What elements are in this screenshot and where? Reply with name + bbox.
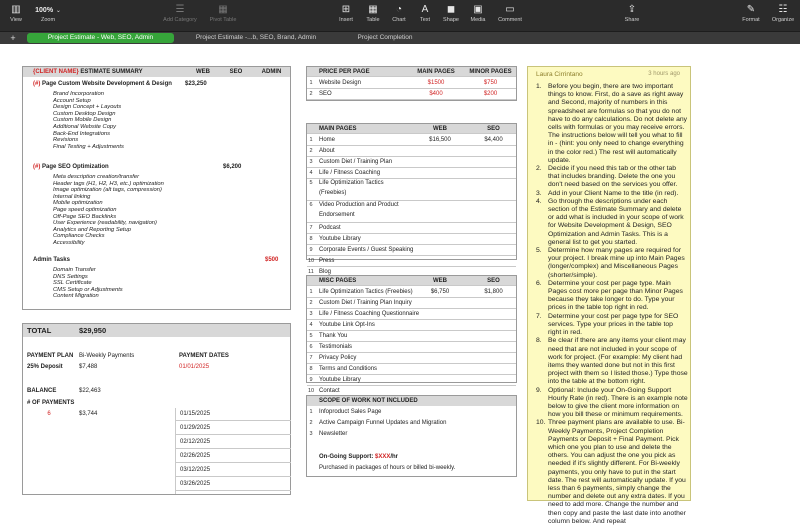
- payment-date: 02/12/2025: [180, 439, 211, 445]
- row-number: 8: [309, 236, 313, 242]
- summary-item: Header tags (H1, H2, H3, etc.) optimization: [53, 180, 164, 187]
- media-icon: ▣: [473, 4, 483, 15]
- row-number: 8: [309, 366, 313, 372]
- seo-cost: [467, 375, 518, 385]
- payment-date-row: [176, 450, 291, 463]
- instruction-item: 7. Determine your cost per page type for SEO services. Type your prices in the table top right in red.: [536, 312, 679, 337]
- row-label: SEO: [319, 91, 332, 97]
- zoom-value: 100%: [35, 7, 54, 14]
- instruction-number: 3.: [536, 189, 542, 197]
- table-row[interactable]: [307, 234, 516, 245]
- scope-item: Newsletter: [319, 431, 348, 437]
- seo-cost: [467, 331, 518, 341]
- table-row[interactable]: [307, 179, 516, 201]
- summary-item: Brand Incorporation: [53, 91, 104, 97]
- comment-author: Laura Cirrintano: [536, 71, 583, 78]
- row-number: 7: [309, 355, 313, 361]
- payment-date: 03/12/2025: [180, 467, 211, 473]
- row-number: 2: [309, 300, 313, 306]
- ongoing-rate: $XXX: [375, 454, 391, 460]
- row-number: 11: [308, 269, 314, 275]
- summary-item: Content Migration: [53, 293, 99, 300]
- instruction-number: 1.: [536, 83, 542, 90]
- summary-item: Additional Website Copy: [53, 123, 117, 130]
- tab-project-estimate-web-seo-admin[interactable]: Project Estimate - Web, SEO, Admin: [27, 33, 174, 43]
- summary-item: Final Testing + Adjustments: [53, 143, 124, 150]
- summary-item: Compliance Checks: [53, 233, 105, 240]
- seo-cost: [467, 157, 518, 167]
- table-row[interactable]: [307, 364, 516, 375]
- summary-item: DNS Settings: [53, 273, 88, 280]
- scope-not-included-table[interactable]: [306, 395, 517, 477]
- seo-cost: [467, 201, 518, 222]
- table-icon: ▦: [368, 4, 378, 15]
- instruction-number: 5.: [536, 247, 542, 255]
- seo-cost: [467, 223, 518, 233]
- row-number: 2: [309, 91, 313, 97]
- instruction-item: 1. Before you begin, there are two important things to know. First, do a save as right away and Second, majority of numbers in this spreadsheet are formulas so that you do not have to do any calculations. Do not delete any cells with formulas or you may receive errors. The instructions below will tell you what to fill in - (hint: you only need to change everything in the color red.) The rest will automatically update.: [536, 83, 688, 164]
- comment-instructions-list: [536, 83, 688, 526]
- seo-cost: [467, 179, 518, 200]
- table-row[interactable]: [307, 256, 516, 267]
- sheet-tab-bar: [0, 31, 800, 44]
- row-number: 1: [309, 409, 313, 415]
- row-number: 10: [307, 388, 315, 394]
- chart-icon: ◔: [395, 4, 403, 15]
- scope-header-row: SCOPE OF WORK NOT INCLUDED: [307, 396, 516, 406]
- page-name: Podcast: [319, 225, 341, 231]
- web-cost: [411, 245, 467, 255]
- instruction-number: 6.: [536, 279, 542, 287]
- comment-icon: ▭: [505, 4, 515, 15]
- main-pages-table[interactable]: [306, 123, 517, 275]
- price-per-page-table[interactable]: [306, 66, 517, 101]
- web-cost: $6,750: [430, 289, 450, 295]
- seo-cost: [467, 320, 518, 330]
- seo-line: (#) Page SEO Optimization $6,200: [23, 163, 290, 172]
- page-name: Testimonials: [319, 344, 353, 350]
- page-name: Home: [319, 137, 336, 143]
- web-cost: [411, 234, 467, 244]
- num-payments-label-row: # OF PAYMENTS: [27, 400, 75, 406]
- row-number: 5: [309, 180, 313, 186]
- table-row[interactable]: [307, 309, 516, 320]
- row-number: 6: [309, 202, 313, 208]
- total-value: $29,950: [79, 326, 107, 335]
- seo-cost: [467, 309, 518, 319]
- minor-price: $750: [483, 80, 498, 86]
- table-row[interactable]: [307, 353, 516, 364]
- row-number: 9: [309, 377, 313, 383]
- instruction-number: 4.: [536, 197, 542, 205]
- tab-project-estimate-brand[interactable]: Project Estimate -...b, SEO, Brand, Admin: [195, 34, 317, 41]
- web-cost: [411, 201, 467, 222]
- col-admin-header: ADMIN: [261, 69, 282, 75]
- row-number: 9: [309, 247, 313, 253]
- web-line: (#) Page Custom Website Development & Design $23,250: [23, 80, 290, 89]
- seo-items-list: [53, 174, 183, 247]
- installment-value: $3,744: [79, 411, 98, 417]
- web-cost: [411, 168, 467, 178]
- organize-icon: ☷: [778, 4, 788, 15]
- page-name: Corporate Events / Guest Speaking: [319, 247, 414, 253]
- page-name: Youtube Link Opt-Ins: [319, 322, 375, 328]
- seo-cost: [467, 342, 518, 352]
- table-row[interactable]: [307, 135, 516, 146]
- main-price: $1500: [427, 80, 445, 86]
- shape-icon: ◼: [446, 4, 456, 15]
- page-name: Privacy Policy: [319, 355, 357, 361]
- share-button[interactable]: ⇪ Share: [620, 3, 644, 23]
- payment-date-row: [176, 464, 291, 477]
- page-name: Custom Diet / Training Plan Inquiry: [319, 300, 412, 306]
- row-number: 7: [309, 225, 313, 231]
- summary-item: Custom Desktop Design: [53, 110, 116, 117]
- seo-cost: [467, 256, 518, 266]
- page-name: Custom Diet / Training Plan: [319, 159, 393, 165]
- table-row[interactable]: [307, 287, 516, 298]
- table-row[interactable]: [307, 157, 516, 168]
- main-price: $400: [429, 91, 443, 97]
- misc-pages-header-row: MISC PAGES WEB SEO: [307, 276, 516, 286]
- num-payments-value: 6: [47, 411, 51, 417]
- table-row[interactable]: [307, 78, 516, 89]
- row-number: 4: [309, 170, 313, 176]
- summary-item: Domain Transfer: [53, 267, 96, 273]
- page-name: Youtube Library: [319, 236, 361, 242]
- web-cost: [411, 320, 467, 330]
- row-label: Website Design: [319, 80, 361, 86]
- insert-icon: ⊞: [341, 4, 351, 15]
- web-cost: [411, 309, 467, 319]
- table-row[interactable]: [307, 201, 516, 223]
- page-name: Press: [319, 258, 335, 264]
- col-web-header: WEB: [196, 69, 210, 75]
- comment-button[interactable]: ▭ Comment: [494, 3, 526, 23]
- web-cost: [411, 179, 467, 200]
- payment-date-row: [176, 478, 291, 491]
- seo-cost: $1,800: [484, 289, 503, 295]
- summary-title: {CLIENT NAME} ESTIMATE SUMMARY: [33, 69, 143, 75]
- summary-item: Accessibility: [53, 239, 85, 246]
- summary-item: Account Setup: [53, 97, 91, 104]
- col-seo-header: SEO: [229, 69, 243, 75]
- admin-line: Admin Tasks $500: [23, 256, 290, 265]
- instruction-number: 10.: [536, 419, 546, 427]
- summary-item: Revisions: [53, 137, 79, 144]
- page-name: Thank You: [319, 333, 348, 339]
- instruction-item: 4. Go through the descriptions under each section of the Estimate Summary and delete or add what is included in your scope of work for Website Development & Design, SEO Optimization and Admin Tasks. This is a general list to get you started.: [536, 197, 684, 246]
- instruction-number: 9.: [536, 386, 542, 394]
- deposit-date: 01/01/2025: [179, 364, 210, 370]
- seo-cost: [467, 353, 518, 363]
- web-cost: [411, 256, 467, 266]
- payment-plan-row: PAYMENT PLAN Bi-Weekly Payments PAYMENT DATES: [27, 353, 229, 359]
- web-cost: [411, 331, 467, 341]
- instruction-item: 3. Add in your Client Name to the title (in red).: [536, 189, 679, 197]
- table-row[interactable]: [307, 429, 516, 440]
- web-cost: $16,500: [429, 137, 451, 143]
- misc-pages-table[interactable]: [306, 275, 517, 394]
- instruction-item: 10. Three payment plans are available to use. Bi-Weekly Payments, Project Completion Payments or Deposit + Final Payment. Pick which one you plan to use and delete the others. You can adjust the one you pick as needed if it's slightly different. For Bi-weekly payments, you only have to put in the start date. The rest will automatically update. If you less than 6 payments, simply change the number and delete out any extra dates. If you need to add more. Change the number and then copy and paste the last date into another column below. And repeat: [536, 419, 686, 525]
- table-row[interactable]: [307, 146, 516, 157]
- estimate-summary-table[interactable]: [22, 66, 291, 310]
- table-row[interactable]: [307, 407, 516, 418]
- payment-date: 02/26/2025: [180, 453, 211, 459]
- seo-cost: [467, 298, 518, 308]
- table-button[interactable]: ▦ Table: [362, 3, 384, 23]
- organize-button[interactable]: ☷ Organize: [768, 3, 798, 23]
- seo-cost: [467, 146, 518, 156]
- payment-date-row: [176, 408, 291, 421]
- page-name: Life / Fitness Coaching: [319, 170, 381, 176]
- admin-value: $500: [265, 257, 279, 263]
- summary-header-row: [23, 67, 290, 77]
- total-row: [23, 324, 290, 337]
- table-row[interactable]: [307, 320, 516, 331]
- toolbar: [0, 0, 800, 31]
- row-number: 3: [309, 311, 313, 317]
- seo-cost: [467, 168, 518, 178]
- media-button[interactable]: ▣ Media: [467, 3, 489, 23]
- summary-item: Custom Mobile Design: [53, 117, 112, 124]
- tab-project-completion[interactable]: Project Completion: [357, 34, 413, 41]
- chevron-down-icon: ⌄: [55, 8, 61, 14]
- web-value: $23,250: [185, 81, 207, 87]
- payment-date: 01/29/2025: [180, 425, 211, 431]
- payment-date: 01/15/2025: [180, 411, 211, 417]
- sheet-canvas: [0, 44, 800, 525]
- balance-value: $22,463: [79, 388, 101, 394]
- row-number: 2: [309, 420, 313, 426]
- instruction-item: 6. Determine your cost per page type. Main Pages cost more per page than Minor Pages because they take longer to do. Type your prices in the table top right in red.: [536, 279, 683, 312]
- table-row[interactable]: [307, 375, 516, 386]
- ongoing-note-row: Purchased in packages of hours or billed bi-weekly.: [319, 465, 456, 471]
- ongoing-support-row: On-Going Support: $XXX/hr: [319, 454, 399, 460]
- summary-item: Internal linking: [53, 193, 91, 200]
- row-number: 1: [309, 137, 313, 143]
- table-row[interactable]: [307, 298, 516, 309]
- table-row[interactable]: [307, 168, 516, 179]
- summary-item: Design Concept + Layouts: [53, 104, 122, 111]
- format-button[interactable]: ✎ Format: [739, 3, 763, 23]
- scope-item: Infoproduct Sales Page: [319, 409, 382, 415]
- row-number: 6: [309, 344, 313, 350]
- chart-button[interactable]: ◔ Chart: [388, 3, 410, 23]
- add-category-icon: ☰: [175, 4, 185, 15]
- row-number: 5: [309, 333, 313, 339]
- row-number: 1: [309, 289, 313, 295]
- summary-item: Mobile optimization: [53, 200, 103, 207]
- seo-cost: [467, 234, 518, 244]
- web-cost: [411, 364, 467, 374]
- summary-item: Back-End Integrations: [53, 130, 111, 137]
- payment-date-row: [176, 422, 291, 435]
- scope-item: Active Campaign Funnel Updates and Migration: [319, 420, 447, 426]
- page-name: Life Optimization Tactics (Freebies): [319, 180, 384, 196]
- instruction-item: 9. Optional: Include your On-Going Support Hourly Rate (in red). There is an example note below to give the client more information on how you bill these or minimum requirements.: [536, 386, 688, 419]
- payment-plan-value: Bi-Weekly Payments: [79, 353, 135, 359]
- table-row[interactable]: [307, 89, 516, 100]
- instruction-number: 7.: [536, 312, 542, 320]
- page-name: Video Production and Product Endorsement: [319, 202, 399, 218]
- deposit-row: 25% Deposit $7,488 01/01/2025: [23, 363, 290, 372]
- text-button[interactable]: A Text: [414, 3, 436, 23]
- page-name: Youtube Library: [319, 377, 361, 383]
- pivot-table-icon: ▦: [218, 4, 228, 15]
- instruction-number: 2.: [536, 165, 542, 173]
- text-icon: A: [421, 4, 429, 15]
- seo-value: $6,200: [223, 164, 242, 170]
- summary-item: CMS Setup or Adjustments: [53, 286, 123, 293]
- shape-button[interactable]: ◼ Shape: [440, 3, 462, 23]
- add-category-button[interactable]: ☰ Add Category: [158, 3, 202, 23]
- main-pages-header-row: MAIN PAGES WEB SEO: [307, 124, 516, 134]
- format-brush-icon: ✎: [746, 4, 756, 15]
- row-number: 3: [309, 431, 313, 437]
- instruction-item: 2. Decide if you need this tab or the other tab that includes branding. Delete the one you don't need based on the services you offer.: [536, 165, 678, 189]
- summary-item: User Experience (readability, navigation): [53, 220, 157, 227]
- deposit-value: $7,488: [79, 364, 98, 370]
- page-name: Contact: [319, 388, 340, 394]
- page-name: Life / Fitness Coaching Questionnaire: [319, 311, 420, 317]
- table-row[interactable]: [307, 245, 516, 256]
- web-cost: [411, 353, 467, 363]
- table-row[interactable]: [307, 342, 516, 353]
- seo-cost: [467, 245, 518, 255]
- seo-cost: [467, 364, 518, 374]
- payment-dates-list: [175, 408, 291, 494]
- payment-date-row: [176, 436, 291, 449]
- table-row[interactable]: [307, 331, 516, 342]
- web-cost: [411, 375, 467, 385]
- view-button[interactable]: ▥ View: [6, 3, 26, 23]
- summary-item: Off-Page SEO Backlinks: [53, 213, 117, 220]
- web-cost: [411, 342, 467, 352]
- summary-item: SSL Certificate: [53, 280, 92, 287]
- page-name: Terms and Conditions: [319, 366, 378, 372]
- row-number: 3: [309, 159, 313, 165]
- admin-items-list: [53, 267, 183, 300]
- instruction-number: 8.: [536, 337, 542, 345]
- web-items-list: [53, 91, 183, 150]
- comment-note[interactable]: [527, 66, 691, 525]
- payment-date: 03/26/2025: [180, 481, 211, 487]
- comment-time: 3 hours ago: [648, 71, 680, 77]
- summary-item: Page speed optimization: [53, 206, 117, 213]
- row-number: 1: [309, 80, 313, 86]
- instruction-item: 5. Determine how many pages are required for your project. I break mine up into Main Pages (longer/complex) and Miscellaneous Pages (shorter/simple).: [536, 247, 685, 279]
- page-name: About: [319, 148, 335, 154]
- row-number: 4: [309, 322, 313, 328]
- insert-button[interactable]: ⊞ Insert: [335, 3, 357, 23]
- table-row[interactable]: [307, 223, 516, 234]
- minor-price: $200: [483, 91, 498, 97]
- web-cost: [411, 223, 467, 233]
- page-name: Life Optimization Tactics (Freebies): [319, 289, 413, 295]
- summary-item: Image optimization (alt tags, compression): [53, 187, 162, 194]
- web-cost: [411, 298, 467, 308]
- sidebar-icon: ▥: [11, 4, 21, 15]
- instruction-item: 8. Be clear if there are any items your client may need that are not included in your scope of work for project. (For example: My client had items they wanted done but not in this first project with them so I listed those.) Type those into the table at the bottom right.: [536, 337, 688, 386]
- pivot-table-button[interactable]: ▦ Pivot Table: [206, 3, 240, 23]
- page-name: Blog: [319, 269, 332, 275]
- payment-plan-table[interactable]: [22, 323, 291, 495]
- row-number: 10: [307, 258, 315, 264]
- table-row[interactable]: [307, 418, 516, 429]
- web-cost: [411, 146, 467, 156]
- summary-item: Meta description creation/transfer: [53, 174, 140, 180]
- ppp-header-row: PRICE PER PAGE MAIN PAGES MINOR PAGES: [307, 67, 516, 77]
- zoom-button[interactable]: 100% ⌄ Zoom: [35, 7, 61, 23]
- share-icon: ⇪: [627, 4, 637, 15]
- add-sheet-icon[interactable]: +: [10, 33, 16, 43]
- row-number: 2: [309, 148, 313, 154]
- summary-item: Analytics and Reporting Setup: [53, 226, 131, 233]
- balance-row: BALANCE $22,463: [23, 387, 290, 396]
- seo-cost: $4,400: [484, 137, 503, 143]
- web-cost: [411, 157, 467, 167]
- total-label: TOTAL: [27, 326, 52, 335]
